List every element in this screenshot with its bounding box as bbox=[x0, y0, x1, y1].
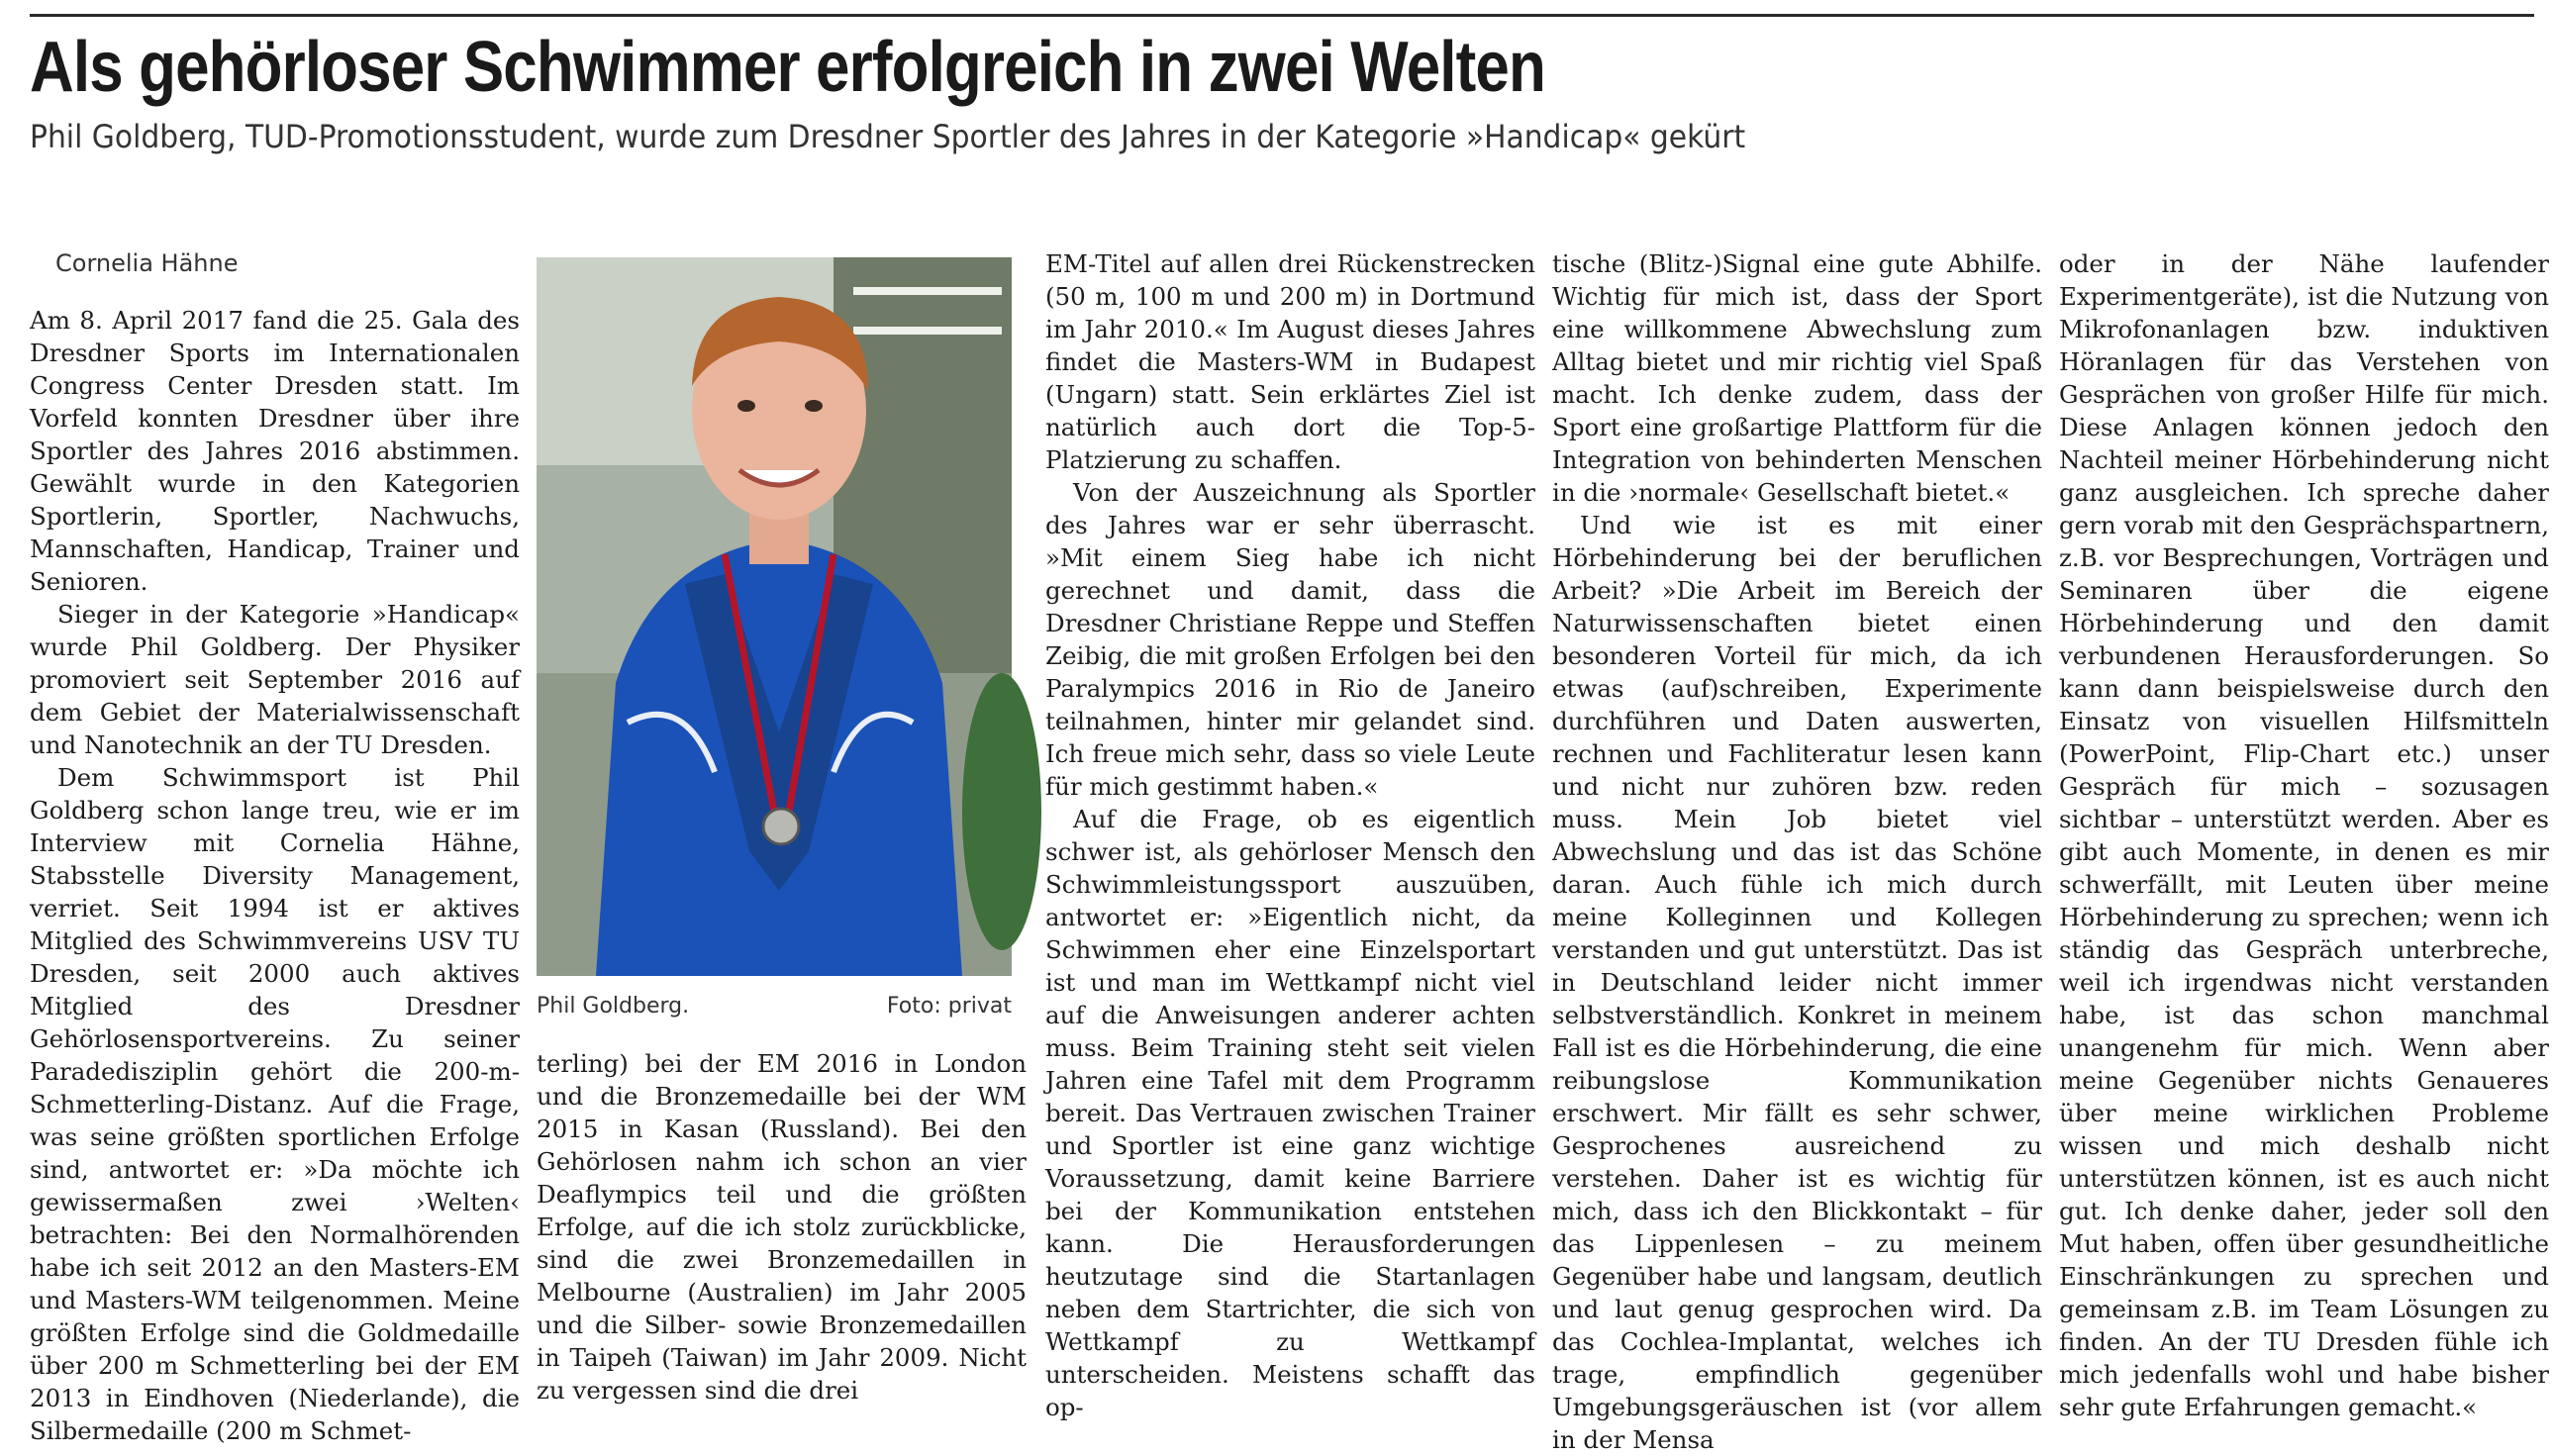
column-5 bbox=[2059, 247, 2549, 1421]
paragraph: Am 8. April 2017 fand die 25. Gala des Dresdner Sports im Internationalen Congress Center Dresden statt. Im Vorfeld konnten Dresdner über ihre Sportler des Jahres 2016 abstimmen. Gewählt wurde in den Kategorien Sportlerin, Sportler, Nachwuchs, Mannschaften, Handicap, Trainer und Senioren. bbox=[30, 306, 520, 596]
paragraph: oder in der Nähe laufender Experimentgeräte), ist die Nutzung von Mikrofonanlagen bzw. induktiven Höranlagen für das Verstehen von Gesprächen von großer Hilfe für mich. Diese Anlagen können jedoch den Nachteil meiner Hörbehinderung nicht ganz ausgleichen. Ich spreche daher gern vorab mit den Gesprächspartnern, z.B. vor Besprechungen, Vorträgen und Seminaren über die eigene Hörbehinderung und den damit verbundenen Herausforderungen. So kann dann beispielsweise durch den Einsatz von visuellen Hilfsmitteln (PowerPoint, Flip-Chart etc.) unser Gespräch für mich – sozusagen sichtbar – unterstützt werden. Aber es gibt auch Momente, in denen es mir schwerfällt, mit Leuten über meine Hörbehinderung zu sprechen; wenn ich ständig das Gespräch unterbreche, weil ich irgendwas nicht verstanden habe, ist das schon manchmal unangenehm für mich. Wenn aber meine Gegenüber nichts Genaueres über meine wirklichen Probleme wissen und mich deshalb nicht unterstützen können, ist es auch nicht gut. Ich denke daher, jeder soll den Mut haben, offen über gesundheitliche Einschränkungen zu sprechen und gemeinsam z.B. im Team Lösungen zu finden. An der TU Dresden fühle ich mich jedenfalls wohl und habe bisher sehr gute Erfahrungen gemacht.« bbox=[2059, 249, 2549, 1421]
caption-text: Phil Goldberg. bbox=[537, 994, 690, 1019]
column-1 bbox=[30, 247, 520, 1445]
column-2-text bbox=[537, 1047, 1027, 1407]
portrait-photo bbox=[537, 257, 1012, 976]
photo-caption bbox=[537, 982, 1012, 1021]
paragraph: Und wie ist es mit einer Hörbehinderung bei der beruflichen Arbeit? »Die Arbeit im Bereich der Naturwissenschaften bietet einen besonderen Vorteil für mich, da ich etwas (auf)schreiben, Experimente durchführen und Daten auswerten, rechnen und Fachliteratur lesen kann und nicht nur zuhören bzw. reden muss. Mein Job bietet viel Abwechslung und das ist das Schöne daran. Auch fühle ich mich durch meine Kolleginnen und Kollegen verstanden und gut unterstützt. Das ist in Deutschland leider nicht immer selbstverständlich. Konkret in meinem Fall ist es die Hörbehinderung, die eine reibungslose Kommunikation erschwert. Mir fällt es sehr schwer, Gesprochenes ausreichend zu verstehen. Daher ist es wichtig für mich, dass ich den Blickkontakt – für das Lippenlesen – zu meinem Gegenüber habe und langsam, deutlich und laut genug gesprochen wird. Da das Cochlea-Implantat, welches ich trage, empfindlich gegenüber Umgebungsgeräuschen ist (vor allem in der Mensa bbox=[1552, 511, 2042, 1454]
author-byline: Cornelia Hähne bbox=[55, 249, 239, 277]
paragraph: tische (Blitz-)Signal eine gute Abhilfe. Wichtig für mich ist, dass der Sport eine willkommene Abwechslung zum Alltag bietet und mir richtig viel Spaß macht. Ich denke zudem, dass der Sport eine großartige Plattform für die Integration von behinderten Menschen in die ›normale‹ Gesellschaft bietet.« bbox=[1552, 249, 2042, 507]
top-rule bbox=[30, 14, 2534, 17]
column-4 bbox=[1552, 247, 2042, 1454]
column-3 bbox=[1045, 247, 1535, 1421]
paragraph: terling) bei der EM 2016 in London und die Bronzemedaille bei der WM 2015 in Kasan (Russland). Bei den Gehörlosen nahm ich schon an vier Deaflympics teil und die größten Erfolge, auf die ich stolz zurückblicke, sind die zwei Bronzemedaillen in Melbourne (Australien) im Jahr 2005 und die Silber- sowie Bronzemedaillen in Taipeh (Taiwan) im Jahr 2009. Nicht zu vergessen sind die drei bbox=[537, 1049, 1027, 1405]
headline: Als gehörloser Schwimmer erfolgreich in zwei Welten bbox=[30, 28, 1545, 107]
paragraph: EM-Titel auf allen drei Rückenstrecken (50 m, 100 m und 200 m) in Dortmund im Jahr 2010.« Im August dieses Jahres findet die Masters-WM in Budapest (Ungarn) statt. Sein erklärtes Ziel ist natürlich auch dort die Top-5-Platzierung zu schaffen. bbox=[1045, 249, 1535, 474]
paragraph: Sieger in der Kategorie »Handicap« wurde Phil Goldberg. Der Physiker promoviert seit September 2016 auf dem Gebiet der Materialwissenschaft und Nanotechnik an der TU Dresden. bbox=[30, 600, 520, 759]
column-2 bbox=[537, 247, 1027, 1405]
subheadline: Phil Goldberg, TUD-Promotionsstudent, wurde zum Dresdner Sportler des Jahres in der Kategorie »Handicap« gekürt bbox=[30, 118, 1746, 155]
portrait-illustration bbox=[537, 257, 1012, 976]
paragraph: Auf die Frage, ob es eigentlich schwer ist, als gehörloser Mensch den Schwimmleistungssport auszuüben, antwortet er: »Eigentlich nicht, da Schwimmen eher eine Einzelsportart ist und man im Wettkampf nicht viel auf die Anweisungen anderer achten muss. Beim Training steht seit vielen Jahren eine Tafel mit dem Programm bereit. Das Vertrauen zwischen Trainer und Sportler ist eine ganz wichtige Voraussetzung, damit keine Barriere bei der Kommunikation entstehen kann. Die Herausforderungen heutzutage sind die Startanlagen neben dem Startrichter, die sich von Wettkampf zu Wettkampf unterscheiden. Meistens schafft das op- bbox=[1045, 805, 1535, 1421]
paragraph: Dem Schwimmsport ist Phil Goldberg schon lange treu, wie er im Interview mit Cornelia Hähne, Stabsstelle Diversity Management, verriet. Seit 1994 ist er aktives Mitglied des Schwimmvereins USV TU Dresden, seit 2000 auch aktives Mitglied des Dresdner Gehörlosensportvereins. Zu seiner Paradedisziplin gehört die 200-m-Schmetterling-Distanz. Auf die Frage, was seine größten sportlichen Erfolge sind, antwortet er: »Da möchte ich gewissermaßen zwei ›Welten‹ betrachten: Bei den Normalhörenden habe ich seit 2012 an den Masters-EM und Masters-WM teilgenommen. Meine größten Erfolge sind die Goldmedaille über 200 m Schmetterling bei der EM 2013 in Eindhoven (Niederlande), die Silbermedaille (200 m Schmet- bbox=[30, 763, 520, 1445]
photo-credit: Foto: privat bbox=[886, 994, 1012, 1019]
paragraph: Von der Auszeichnung als Sportler des Jahres war er sehr überrascht. »Mit einem Sieg habe ich nicht gerechnet und damit, dass die Dresdner Christiane Reppe und Steffen Zeibig, die mit großen Erfolgen bei den Paralympics 2016 in Rio de Janeiro teilnahmen, hinter mir gelandet sind. Ich freue mich sehr, dass so viele Leute für mich gestimmt haben.« bbox=[1045, 478, 1535, 801]
